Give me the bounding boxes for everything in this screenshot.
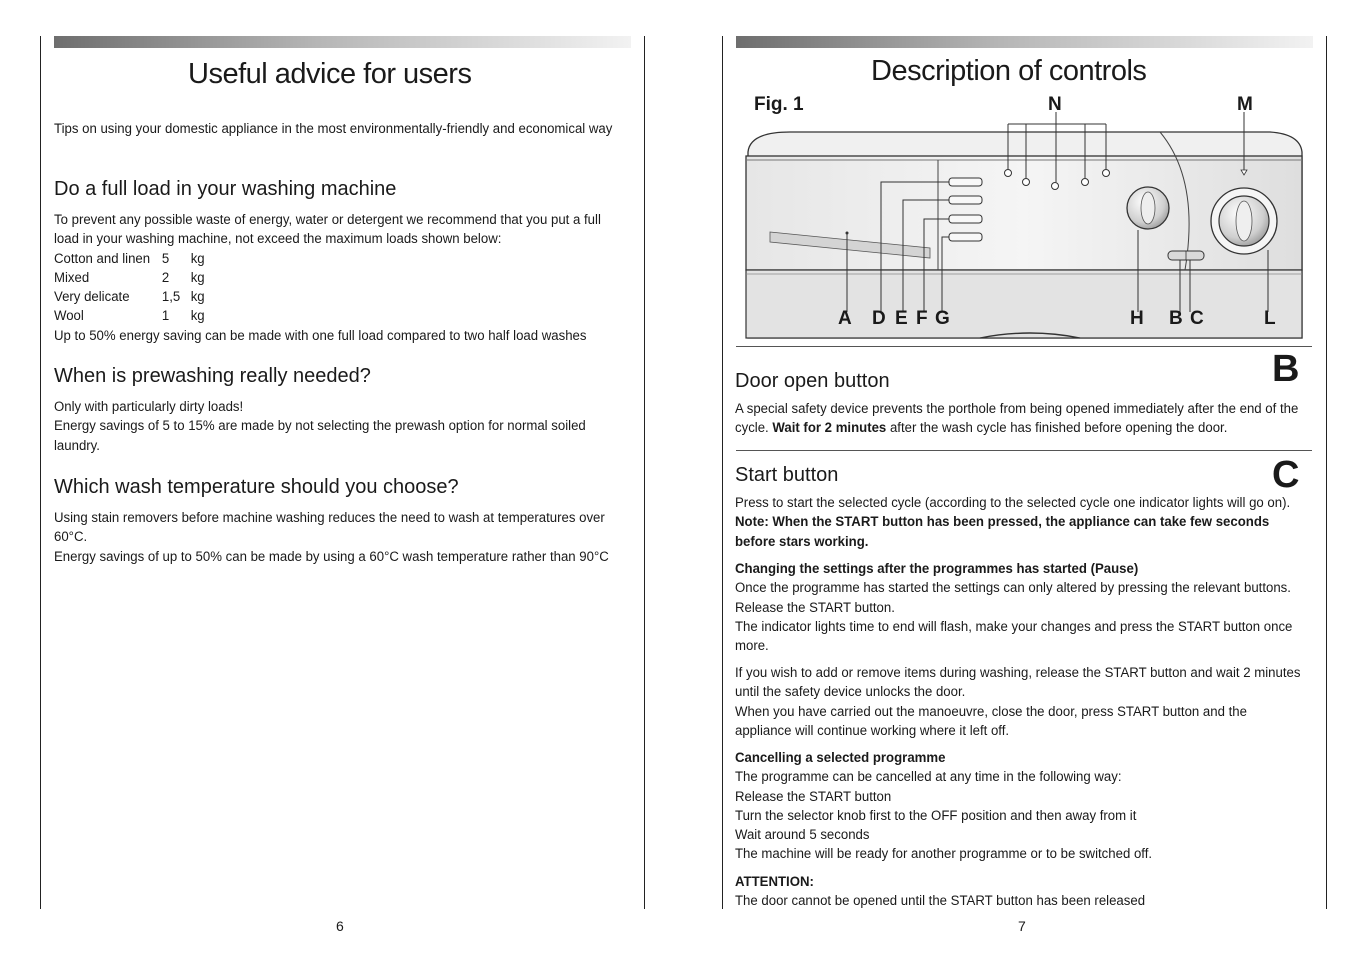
prewash-section: Only with particularly dirty loads! Energy savings of 5 to 15% are made by not selecting the prewash option for normal soiled laundry.	[54, 399, 586, 454]
label-g: G	[935, 308, 950, 329]
label-h: H	[1130, 308, 1144, 329]
section-heading-door-open: Door open button	[735, 370, 890, 392]
intro-text: Tips on using your domestic appliance in the most environmentally-friendly and economical way	[54, 121, 613, 137]
right-page-right-border	[1326, 36, 1327, 909]
label-a: A	[838, 308, 852, 329]
attention-heading: ATTENTION:	[735, 874, 814, 890]
indicator-light	[1103, 170, 1110, 177]
left-page-left-border	[40, 36, 41, 909]
section-divider	[736, 346, 1312, 347]
temperature-section: Using stain removers before machine washing reduces the need to wash at temperatures over 60°C. Energy savings of up to 50% can be made by using a 60°C wash temperature rather than 90°C	[54, 510, 609, 565]
left-header-bar	[54, 36, 631, 48]
start-text-1: Press to start the selected cycle (according to the selected cycle one indicator lights will go on). Note: When the START button has been pressed, the appliance can take few seconds before stars working.	[735, 495, 1291, 550]
section-divider	[736, 450, 1312, 451]
load-row: Very delicate 1,5 kg	[54, 289, 205, 306]
attention-block: ATTENTION: The door cannot be opened until the START button has been released	[735, 873, 1307, 912]
indicator-light	[1052, 183, 1059, 190]
option-button	[949, 215, 982, 223]
section-letter-b: B	[1272, 348, 1300, 390]
cancel-block: Cancelling a selected programme The programme can be cancelled at any time in the following way: Release the START button Turn the selector knob first to the OFF position and then away from it Wait around 5 seconds The machine will be ready for another programme or to be switched off.	[735, 749, 1307, 865]
section-heading-start: Start button	[735, 464, 839, 486]
label-n: N	[1048, 94, 1062, 115]
indicator-light	[1023, 179, 1030, 186]
load-row: Cotton and linen 5 kg	[54, 250, 205, 267]
door-open-text: A special safety device prevents the porthole from being opened immediately after the end of the cycle. Wait for 2 minutes after the wash cycle has finished before opening the door.	[735, 401, 1299, 437]
label-e: E	[895, 308, 908, 329]
option-button	[949, 178, 982, 186]
indicator-light	[1082, 179, 1089, 186]
label-d: D	[872, 308, 886, 329]
label-l: L	[1264, 308, 1276, 329]
page-number-left: 6	[336, 918, 344, 934]
option-button	[949, 233, 982, 241]
label-m: M	[1237, 94, 1253, 115]
indicator-light	[1005, 170, 1012, 177]
figure-caption: Fig. 1	[754, 94, 804, 115]
panel-lower-body	[746, 270, 1302, 338]
label-c: C	[1190, 308, 1204, 329]
pause-block: Changing the settings after the programmes has started (Pause) Once the programme has started the settings can only altered by pressing the relevant buttons. Release the START button. The indicator lights time to end will flash, make your changes and press the START button once more.	[735, 560, 1307, 656]
add-remove-block: If you wish to add or remove items during washing, release the START button and wait 2 minutes until the safety device unlocks the door. When you have carried out the manoeuvre, close the door, press START button and the appliance will continue working where it left off.	[735, 665, 1301, 739]
right-header-bar	[736, 36, 1313, 48]
control-panel-figure	[730, 90, 1320, 340]
cancel-heading: Cancelling a selected programme	[735, 750, 946, 766]
section-letter-c: C	[1272, 454, 1300, 496]
pause-heading: Changing the settings after the programmes has started (Pause)	[735, 561, 1139, 577]
page-title-right: Description of controls	[871, 55, 1147, 87]
load-row: Wool 1 kg	[54, 308, 205, 325]
left-page-right-border	[644, 36, 645, 909]
section-heading-temperature: Which wash temperature should you choose?	[54, 476, 459, 498]
option-button	[949, 196, 982, 204]
full-load-section	[54, 211, 621, 346]
label-f: F	[916, 308, 928, 329]
label-b: B	[1169, 308, 1183, 329]
load-row: Mixed 2 kg	[54, 269, 205, 286]
full-load-text: To prevent any possible waste of energy, water or detergent we recommend that you put a full load in your washing machine, not exceed the maximum loads shown below:	[54, 212, 601, 248]
section-heading-prewash: When is prewashing really needed?	[54, 365, 371, 387]
full-load-footer: Up to 50% energy saving can be made with one full load compared to two half load washes	[54, 327, 587, 344]
section-heading-full-load: Do a full load in your washing machine	[54, 178, 397, 200]
page-number-right: 7	[1018, 918, 1026, 934]
page-title: Useful advice for users	[188, 58, 472, 90]
right-page-left-border	[722, 36, 723, 909]
